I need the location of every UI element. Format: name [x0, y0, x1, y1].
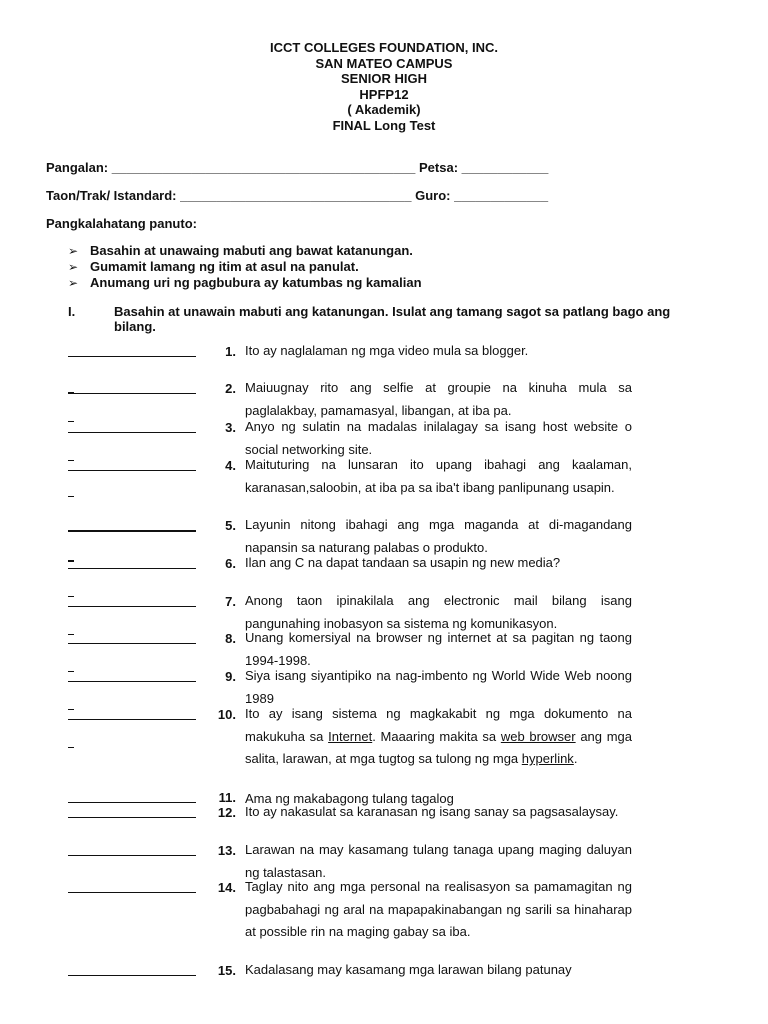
- question-number: 5.: [225, 518, 236, 533]
- answer-blank[interactable]: [68, 963, 196, 976]
- arrow-bullet-icon: ➢: [68, 244, 79, 258]
- question-number: 6.: [225, 556, 236, 571]
- answer-blank[interactable]: [68, 631, 196, 644]
- track-name: ( Akademik): [347, 102, 421, 118]
- exam-header: [0, 40, 768, 134]
- question-number: 7.: [225, 594, 236, 609]
- question-text: Ito ay nakasulat sa karanasan ng isang sanay sa pagsasalaysay.: [245, 804, 619, 819]
- question-text: Layunin nitong ibahagi ang mga maganda at di-magandang napansin sa naturang palabas o produkto.: [245, 517, 632, 555]
- school-name: ICCT COLLEGES FOUNDATION, INC.: [270, 40, 498, 55]
- campus-name: SAN MATEO CAMPUS: [315, 55, 453, 71]
- answer-blank[interactable]: [68, 518, 196, 532]
- answer-blank[interactable]: [68, 880, 196, 893]
- answer-blank[interactable]: [68, 805, 196, 818]
- question-number: 1.: [225, 344, 236, 359]
- name-date-field[interactable]: Pangalan: __________________________________________ Petsa: ____________: [46, 160, 549, 175]
- internet-link[interactable]: Internet: [328, 728, 373, 744]
- question-text: Taglay nito ang mga personal na realisasyon sa pamamagitan ng pagbabahagi ng aral na mapapakinabangan ng sarili sa hinaharap at possible rin na maging gabay sa iba.: [245, 879, 632, 939]
- answer-blank-continuation: [68, 484, 74, 497]
- level-name: SENIOR HIGH: [341, 71, 427, 87]
- exam-title: FINAL Long Test: [332, 117, 436, 133]
- answer-blank[interactable]: [68, 381, 196, 394]
- question-number: 10.: [217, 707, 236, 722]
- question-number: 14.: [217, 880, 236, 895]
- question-number: 11.: [218, 790, 236, 805]
- answer-blank-continuation: [68, 735, 74, 748]
- question-text: Ilan ang C na dapat tandaan sa usapin ng new media?: [245, 555, 561, 570]
- instructions-title: Pangkalahatang panuto:: [46, 216, 197, 231]
- question-text: Kadalasang may kasamang mga larawan bilang patunay: [245, 962, 572, 977]
- instruction-item: ➢ Basahin at unawaing mabuti ang bawat katanungan.: [68, 243, 413, 258]
- question-text: Maiuugnay rito ang selfie at groupie na kinuha mula sa paglalakbay, pamamasyal, libangan, at iba pa.: [245, 380, 632, 418]
- question-text: Larawan na may kasamang tulang tanaga upang maging daluyan ng talastasan.: [245, 842, 632, 880]
- question-number: 15.: [217, 963, 236, 978]
- answer-blank[interactable]: [68, 344, 196, 357]
- answer-blank[interactable]: [68, 843, 196, 856]
- arrow-bullet-icon: ➢: [68, 276, 79, 290]
- answer-blank[interactable]: [68, 669, 196, 682]
- instruction-item: ➢ Gumamit lamang ng itim at asul na panulat.: [68, 259, 359, 274]
- question-number: 13.: [217, 843, 236, 858]
- answer-blank[interactable]: [68, 556, 196, 569]
- question-text: Ito ay isang sistema ng magkakabit ng mga dokumento na makukuha sa Internet. Maaaring makita sa web browser ang mga salita, larawan, at mga tugtog sa tulong ng mga hyperlink.: [245, 706, 633, 766]
- question-text: Siya isang siyantipiko na nag-imbento ng World Wide Web noong 1989: [245, 668, 632, 706]
- instructions-list: [68, 243, 422, 291]
- question-text: Ama ng makabagong tulang tagalog: [245, 791, 454, 806]
- question-number: 2.: [225, 381, 236, 396]
- instruction-item: ➢ Anumang uri ng pagbubura ay katumbas ng kamalian: [68, 275, 422, 290]
- question-text: Anyo ng sulatin na madalas inilalagay sa isang host website o social networking site.: [245, 419, 632, 457]
- answer-blank[interactable]: [68, 707, 196, 720]
- question-number: 9.: [225, 669, 236, 684]
- answer-blank[interactable]: [68, 420, 196, 433]
- question-number: 12.: [217, 805, 236, 820]
- question-number: 4.: [225, 458, 236, 473]
- answer-blank[interactable]: [68, 790, 196, 803]
- course-code: HPFP12: [359, 86, 409, 102]
- question-number: 3.: [225, 420, 236, 435]
- section-number: I.: [68, 304, 76, 319]
- question-text: Anong taon ipinakilala ang electronic mail bilang isang pangunahing inobasyon sa sistema ng komunikasyon.: [245, 593, 632, 631]
- web-browser-link[interactable]: web browser: [500, 728, 576, 744]
- answer-blank[interactable]: [68, 458, 196, 471]
- section-instruction: Basahin at unawain mabuti ang katanungan. Isulat ang tamang sagot sa patlang bago ang bilang.: [114, 304, 671, 334]
- answer-blank[interactable]: [68, 594, 196, 607]
- hyperlink-link[interactable]: hyperlink: [521, 751, 574, 766]
- question-text: Ito ay naglalaman ng mga video mula sa blogger.: [245, 343, 529, 358]
- question-text: Unang komersiyal na browser ng internet at sa pagitan ng taong 1994-1998.: [245, 630, 632, 668]
- question-number: 8.: [225, 631, 236, 646]
- track-teacher-field[interactable]: Taon/Trak/ Istandard: ________________________________ Guro: _____________: [46, 188, 549, 203]
- question-text: Maituturing na lunsaran ito upang ibahagi ang kaalaman, karanasan,saloobin, at iba pa sa iba't ibang panlipunang usapin.: [245, 457, 632, 495]
- arrow-bullet-icon: ➢: [68, 260, 79, 274]
